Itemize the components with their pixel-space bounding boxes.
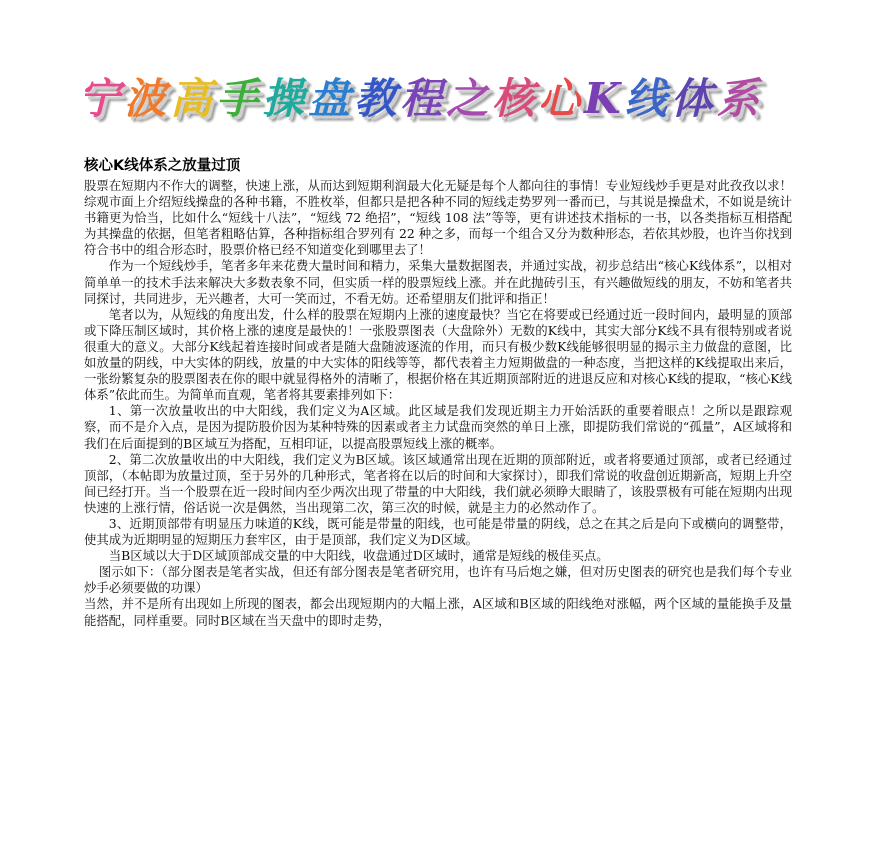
paragraph-core-idea: 笔者以为，从短线的角度出发，什么样的股票在短期内上涨的速度最快？当它在将要或已经通过近一段时间内，最明显的顶部或下降压制区域时，其价格上涨的速度是最快的！一张股票图表（大盘除外）无数的K线中，其实大部分K线不具有很特别或者说很重大的意义。大部分K线起着连接时间或者是随大盘随波逐流的作用，而只有极少数K线能够很明显的揭示主力做盘的意图，比如放量的阴线，中大实体的阴线，放量的中大实体的阳线等等，都代表着主力短期做盘的一种态度，当把这样的K线提取出来后，一张纷繁复杂的股票图表在你的眼中就显得格外的清晰了，根据价格在其近期顶部附近的进退反应和对核心K线的提取，“核心K线体系”依此而生。为简单而直观，笔者将其要素排列如下： xyxy=(84,306,792,403)
title-banner xyxy=(78,68,808,130)
paragraph-area-b: 2、第二次放量收出的中大阳线，我们定义为B区域。该区域通常出现在近期的顶部附近，或者将要通过顶部，或者已经通过顶部，（本帖即为放量过顶，至于另外的几种形式，笔者将在以后的时间和大家探讨），即我们常说的收盘创近期新高，短期上升空间已经打开。当一个股票在近一段时间内至少两次出现了带量的中大阳线，我们就必须睁大眼睛了，该股票极有可能在短期内出现快速的上涨行情，俗话说一次是偶然，当出现第二次，第三次的时候，就是主力的必然动作了。 xyxy=(84,451,792,515)
banner-char: 心 xyxy=(538,74,585,123)
paragraph-area-d: 3、近期顶部带有明显压力味道的K线，既可能是带量的阳线，也可能是带量的阴线，总之在其之后是向下或横向的调整带，使其成为近期明显的短期压力套牢区，由于是顶部，我们定义为D区域。 xyxy=(84,515,792,548)
paragraph-area-a: 1、第一次放量收出的中大阳线，我们定义为A区域。此区域是我们发现近期主力开始活跃的重要着眼点！之所以是跟踪观察，而不是介入点，是因为提防股价因为某种特殊的因素或者主力试盘而突然的单日上涨，即提防我们常说的“孤量”，A区域将和我们在后面提到的B区域互为搭配，互相印证，以提高股票短线上涨的概率。 xyxy=(84,403,792,451)
paragraph-caveat: 当然，并不是所有出现如上所现的图表，都会出现短期内的大幅上涨，A区域和B区域的阳线绝对涨幅，两个区域的量能换手及量能搭配，同样重要。同时B区域在当天盘中的即时走势， xyxy=(84,596,792,628)
article-body xyxy=(84,178,792,629)
banner-char: 波 xyxy=(124,74,171,123)
banner-char: 系 xyxy=(716,74,763,123)
banner-char: 操 xyxy=(262,74,309,123)
banner-char: 教 xyxy=(354,74,401,123)
paragraph-author-intro: 作为一个短线炒手，笔者多年来花费大量时间和精力，采集大量数据图表，并通过实战，初步总结出“核心K线体系”，以相对简单单一的技术手法来解决大多数表象不同，但实质一样的股票短线上涨。并在此抛砖引玉，有兴趣做短线的朋友，不妨和笔者共同探讨，共同进步，无兴趣者，大可一笑而过，不看无妨。还希望朋友们批评和指正！ xyxy=(84,258,792,306)
banner-char: 宁 xyxy=(78,74,125,123)
banner-char: 体 xyxy=(670,74,717,123)
paragraph-figure-note: 图示如下：（部分图表是笔者实战，但还有部分图表是笔者研究用，也许有马后炮之嫌，但对历史图表的研究也是我们每个专业炒手必须要做的功课） xyxy=(84,564,792,596)
paragraph-buy-point: 当B区域以大于D区域顶部成交量的中大阳线，收盘通过D区域时，通常是短线的极佳买点。 xyxy=(108,548,609,564)
banner-char: 手 xyxy=(216,74,263,123)
banner-char: 之 xyxy=(446,74,493,123)
banner-char: 程 xyxy=(400,74,447,123)
banner-char: 盘 xyxy=(308,74,355,123)
paragraph-intro: 股票在短期内不作大的调整，快速上涨，从而达到短期利润最大化无疑是每个人都向往的事情！专业短线炒手更是对此孜孜以求！综观市面上介绍短线操盘的各种书籍，不胜枚举，但都只是把各种不同的短线走势罗列一番而已，与其说是操盘术，不如说是统计书籍更为恰当，比如什么“短线十八法”，“短线 72 绝招”，“短线 108 法”等等，更有讲述技术指标的一书，以各类指标互相搭配为其操盘的依据，但笔者粗略估算，各种指标组合罗列有 22 种之多，而每一个组合又分为数种形态，若依其炒股，也许当你找到符合书中的组合形态时，股票价格已经不知道变化到哪里去了！ xyxy=(84,178,792,258)
banner-char: 线 xyxy=(624,74,671,123)
section-heading: 核心K线体系之放量过顶 xyxy=(84,158,241,174)
banner-char: 高 xyxy=(170,74,217,123)
banner-char: 核 xyxy=(492,74,539,123)
banner-char: K xyxy=(584,74,625,123)
